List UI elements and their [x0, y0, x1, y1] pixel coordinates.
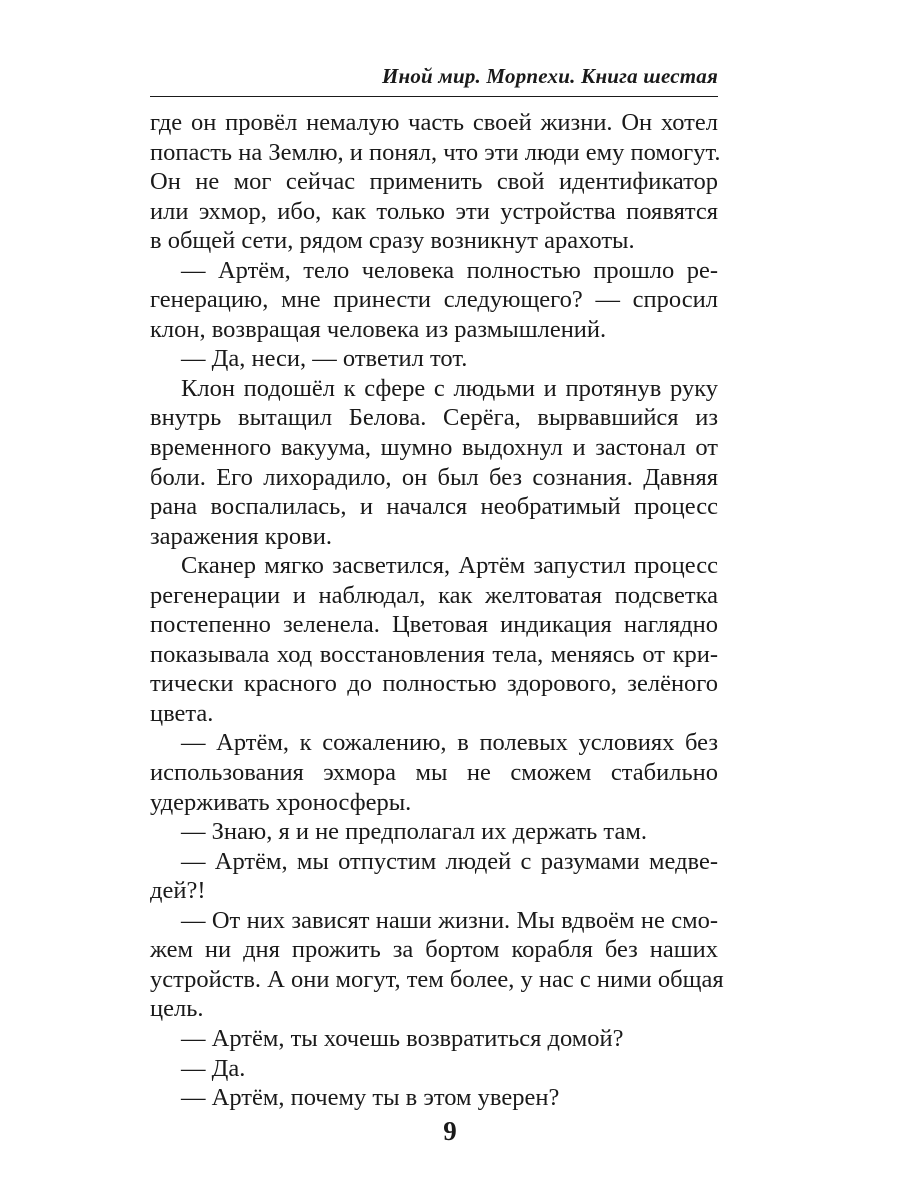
- text-line: жем ни дня прожить за бортом корабля без наших: [150, 936, 718, 964]
- text-line: цель.: [150, 995, 204, 1023]
- text-line: — Артём, ты хочешь возвратиться домой?: [181, 1024, 624, 1052]
- text-line: устройств. А они могут, тем более, у нас с ними общая: [150, 965, 724, 993]
- text-line: клон, возвращая человека из размышлений.: [150, 315, 607, 343]
- text-line: — Артём, к сожалению, в полевых условиях без: [181, 729, 718, 757]
- text-line: тически красного до полностью здорового, зелёного: [150, 670, 718, 698]
- text-line: — Да.: [181, 1054, 246, 1082]
- text-line: — От них зависят наши жизни. Мы вдвоём не смо-: [181, 906, 718, 934]
- text-line: попасть на Землю, и понял, что эти люди ему помогут.: [150, 138, 721, 166]
- text-line: генерацию, мне принести следующего? — спросил: [150, 286, 718, 314]
- text-line: Сканер мягко засветился, Артём запустил процесс: [181, 552, 718, 580]
- text-line: постепенно зеленела. Цветовая индикация наглядно: [150, 611, 718, 639]
- page-number: 9: [443, 1116, 457, 1146]
- text-line: заражения крови.: [150, 522, 332, 550]
- text-line: цвета.: [150, 699, 214, 727]
- text-line: в общей сети, рядом сразу возникнут арахоты.: [150, 227, 635, 255]
- text-line: Клон подошёл к сфере с людьми и протянув руку: [181, 374, 718, 402]
- text-line: Он не мог сейчас применить свой идентификатор: [150, 168, 718, 196]
- text-line: — Артём, почему ты в этом уверен?: [181, 1084, 560, 1112]
- header-rule: [150, 96, 718, 97]
- text-line: где он провёл немалую часть своей жизни. Он хотел: [150, 109, 718, 136]
- text-line: регенерации и наблюдал, как желтоватая подсветка: [150, 581, 718, 609]
- text-line: рана воспалилась, и начался необратимый процесс: [150, 493, 718, 521]
- running-head: Иной мир. Морпехи. Книга шестая: [381, 64, 718, 88]
- text-line: удерживать хроносферы.: [150, 788, 412, 816]
- text-line: — Артём, тело человека полностью прошло ре-: [181, 256, 718, 284]
- text-line: боли. Его лихорадило, он был без сознания. Давняя: [150, 463, 718, 491]
- text-line: — Знаю, я и не предполагал их держать там.: [181, 818, 647, 846]
- body-text: [150, 108, 724, 1113]
- text-line: или эхмор, ибо, как только эти устройства появятся: [150, 197, 718, 225]
- text-line: внутрь вытащил Белова. Серёга, вырвавшийся из: [150, 404, 718, 432]
- text-line: дей?!: [150, 877, 206, 905]
- text-line: — Да, неси, — ответил тот.: [181, 345, 468, 373]
- text-line: показывала ход восстановления тела, меняясь от кри-: [150, 640, 718, 668]
- text-line: временного вакуума, шумно выдохнул и застонал от: [150, 434, 718, 462]
- text-line: использования эхмора мы не сможем стабильно: [150, 759, 718, 787]
- text-line: — Артём, мы отпустим людей с разумами медве-: [181, 847, 718, 875]
